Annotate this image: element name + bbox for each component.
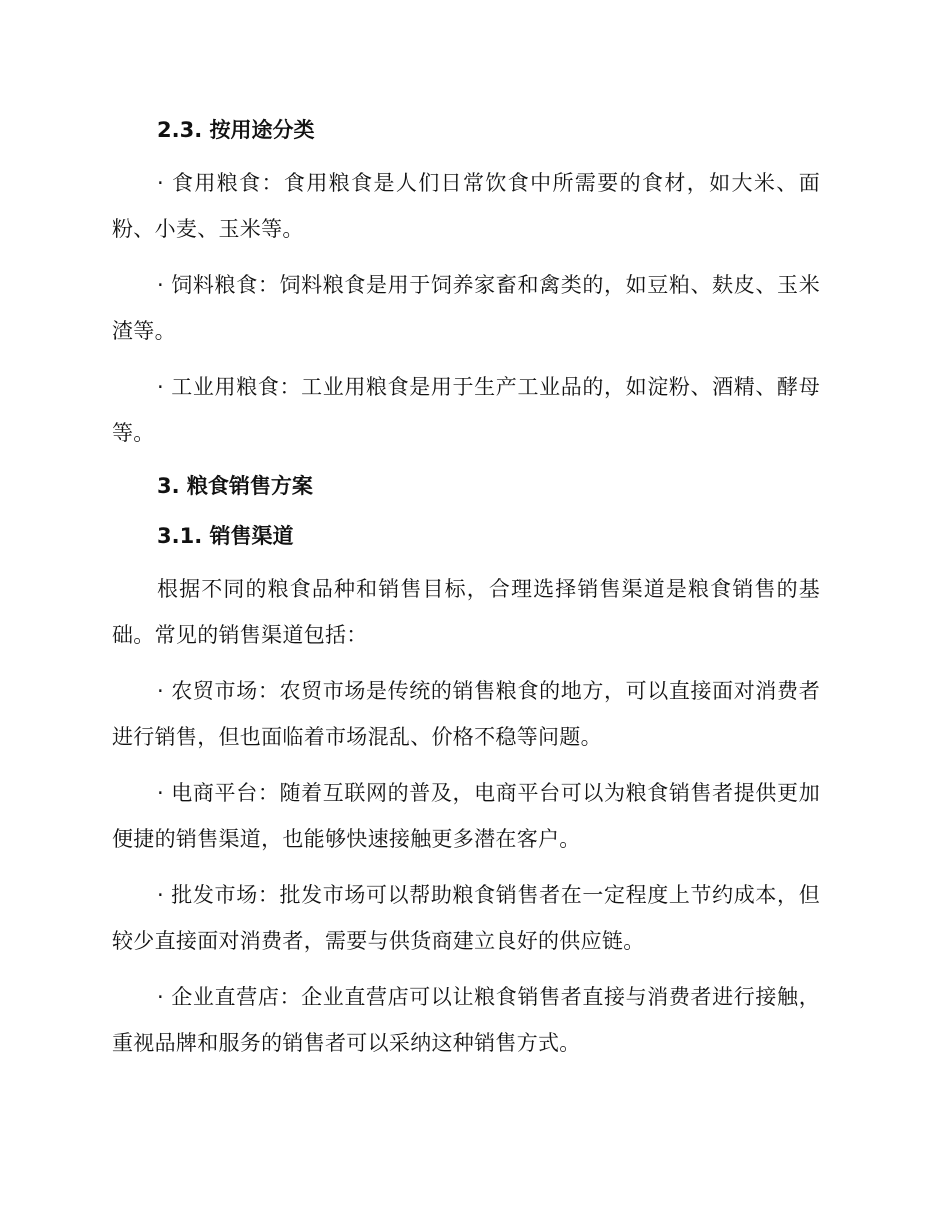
paragraph-industrial-grain: · 工业用粮食：工业用粮食是用于生产工业品的，如淀粉、酒精、酵母等。: [112, 375, 820, 445]
paragraph-wholesale-market: · 批发市场：批发市场可以帮助粮食销售者在一定程度上节约成本，但较少直接面对消费者，需要与供货商建立良好的供应链。: [112, 883, 820, 953]
document-content: [112, 110, 820, 1066]
section-heading-3: 3. 粮食销售方案: [157, 474, 313, 498]
paragraph-sales-channel-intro: 根据不同的粮食品种和销售目标，合理选择销售渠道是粮食销售的基础。常见的销售渠道包括：: [112, 577, 820, 647]
paragraph-direct-store: · 企业直营店：企业直营店可以让粮食销售者直接与消费者进行接触，重视品牌和服务的销售者可以采纳这种销售方式。: [112, 985, 820, 1055]
section-heading-2-3: 2.3. 按用途分类: [157, 118, 315, 142]
paragraph-ecommerce: · 电商平台：随着互联网的普及，电商平台可以为粮食销售者提供更加便捷的销售渠道，也能够快速接触更多潜在客户。: [112, 781, 820, 851]
paragraph-food-grain: · 食用粮食：食用粮食是人们日常饮食中所需要的食材，如大米、面粉、小麦、玉米等。: [112, 171, 820, 241]
section-heading-3-1: 3.1. 销售渠道: [157, 524, 294, 548]
paragraph-farmers-market: · 农贸市场：农贸市场是传统的销售粮食的地方，可以直接面对消费者进行销售，但也面临着市场混乱、价格不稳等问题。: [112, 679, 820, 749]
paragraph-feed-grain: · 饲料粮食：饲料粮食是用于饲养家畜和禽类的，如豆粕、麸皮、玉米渣等。: [112, 273, 820, 343]
